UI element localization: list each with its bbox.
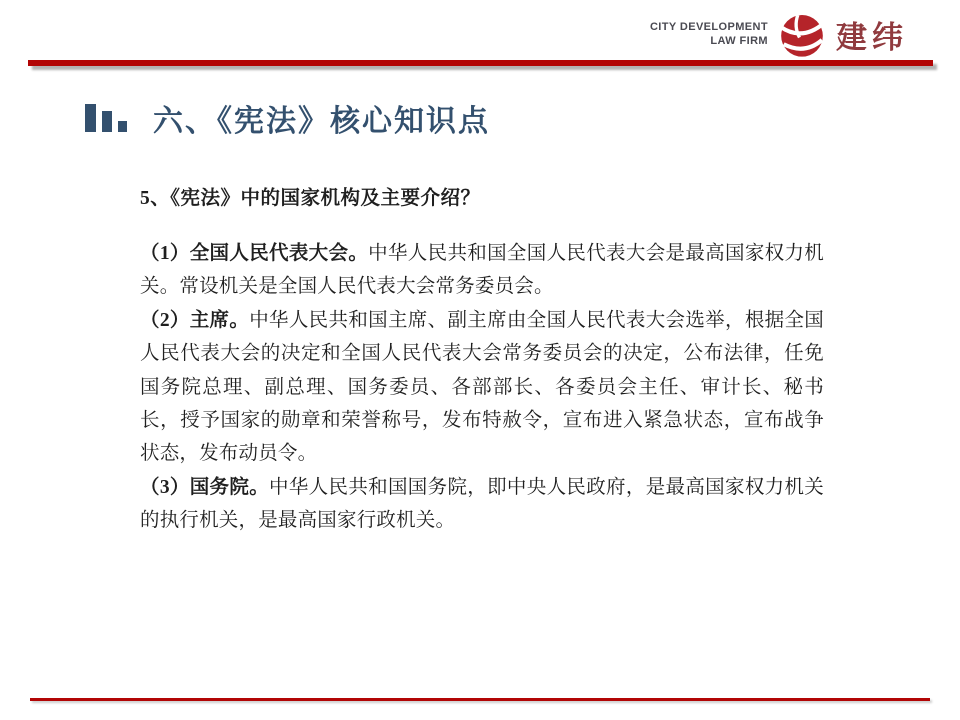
question-heading: 5、《宪法》中的国家机构及主要介绍？ bbox=[140, 188, 481, 209]
item-lead-3: （3）国务院。 bbox=[140, 476, 270, 498]
top-red-rule bbox=[28, 60, 933, 66]
item-paragraph-1 bbox=[140, 237, 824, 304]
firm-name-en-line1: CITY DEVELOPMENT bbox=[649, 21, 768, 34]
firm-name-en-line2: LAW FIRM bbox=[710, 35, 768, 47]
title-bars-icon bbox=[85, 104, 127, 132]
item-paragraph-3 bbox=[140, 471, 824, 538]
content-area bbox=[140, 182, 824, 538]
item-body-1: 中华人民共和国全国人民代表大会是最高国家权力机关。常设机关是全国人民代表大会常务委员会。 bbox=[140, 243, 824, 298]
firm-logo bbox=[650, 10, 908, 60]
item-body-2: 中华人民共和国主席、副主席由全国人民代表大会选举，根据全国人民代表大会的决定和全国人民代表大会常务委员会的决定，公布法律，任免国务院总理、副总理、国务委员、各部部长、各委员会主任、审计长、秘书长，授予国家的勋章和荣誉称号，发布特赦令，宣布进入紧急状态，宣布战争状态，发布动员令。 bbox=[140, 309, 824, 465]
jianwei-logo-icon bbox=[777, 10, 827, 60]
item-body-3: 中华人民共和国国务院，即中央人民政府，是最高国家权力机关的执行机关，是最高国家行政机关。 bbox=[140, 476, 824, 532]
slide-title-row bbox=[85, 104, 490, 138]
item-paragraph-2 bbox=[140, 304, 824, 471]
item-lead-2: （2）主席。 bbox=[140, 309, 250, 331]
slide-title: 六、《宪法》核心知识点 bbox=[153, 105, 490, 138]
item-lead-1: （1）全国人民代表大会。 bbox=[140, 243, 369, 264]
firm-name-en bbox=[650, 21, 768, 49]
bottom-red-rule bbox=[30, 698, 930, 701]
firm-name-cn: 建纬 bbox=[836, 19, 908, 55]
